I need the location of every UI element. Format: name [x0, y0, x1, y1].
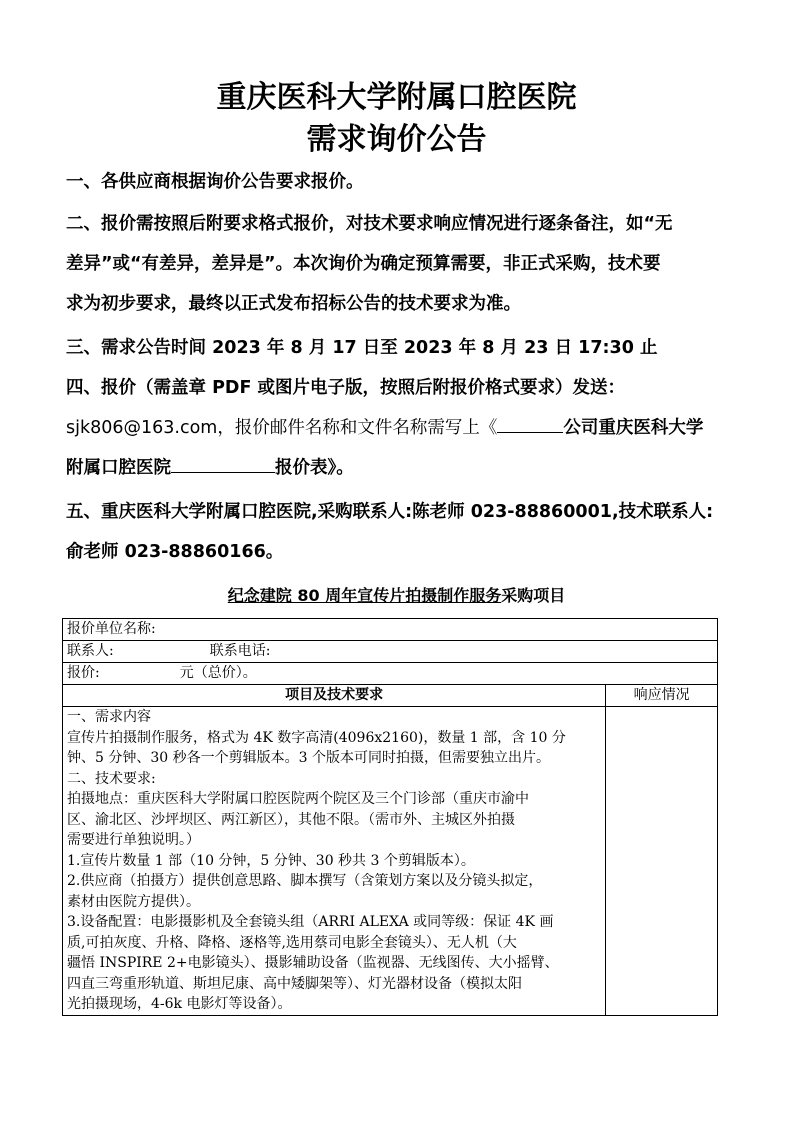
quote-table: [62, 618, 718, 1016]
req-line: 素材由医院方提供）。: [67, 893, 200, 910]
req-line: 1.宣传片数量 1 部（10 分钟，5 分钟、30 秒共 3 个剪辑版本）。: [67, 852, 475, 869]
paragraph-1-text: 一、各供应商根据询价公告要求报价。: [66, 172, 364, 192]
req-line: 2.供应商（拍摄方）提供创意思路、脚本撰写（含策划方案以及分镜头拟定，: [67, 873, 543, 889]
req-line: 宣传片拍摄制作服务，格式为 4K 数字高清(4096x2160)，数量 1 部，含 10 分: [67, 729, 566, 746]
paragraph-3-text: 三、需求公告时间 2023 年 8 月 17 日至 2023 年 8 月 23 日 17:30 止: [66, 338, 658, 358]
header-row: [63, 685, 718, 707]
paragraph-4-line-3-head: 附属口腔医院: [66, 458, 171, 478]
price-cell: [63, 663, 718, 685]
req-line: 四直三弯重形轨道、斯坦尼康、高中矮脚架等）、灯光器材设备（模拟太阳: [67, 975, 522, 992]
paragraph-2-line-3: 求为初步要求，最终以正式发布招标公告的技术要求为准。: [66, 294, 521, 314]
paragraph-2: [66, 204, 728, 324]
req-line: 钟、5 分钟、30 秒各一个剪辑版本。3 个版本可同时拍摄，但需要独立出片。: [67, 750, 550, 766]
price-label: 报价:: [67, 665, 100, 681]
paragraph-5-line-1: 五、重庆医科大学附属口腔医院,采购联系人:陈老师 023-88860001,技术联系人:: [66, 502, 714, 522]
contact-row: [63, 641, 718, 663]
table-caption: [0, 584, 793, 608]
req-line: 光拍摄现场，4-6k 电影灯等设备）。: [67, 996, 292, 1012]
page-title: 重庆医科大学附属口腔医院: [216, 80, 577, 115]
phone-label: 联系电话:: [209, 643, 271, 659]
paragraph-4-line-3-tail: 报价表》。: [275, 458, 354, 478]
req-line: 3.设备配置：电影摄影机及全套镜头组（ARRI ALEXA 或同等级：保证 4K 画: [67, 914, 554, 930]
req-line: 一、需求内容: [67, 709, 151, 725]
page-subtitle: 需求询价公告: [306, 122, 487, 157]
project-blank: [171, 454, 275, 473]
paragraph-2-line-1: 二、报价需按照后附要求格式报价，对技术要求响应情况进行逐条备注，如“无: [66, 214, 673, 234]
price-unit: 元（总价）。: [179, 665, 257, 681]
table-caption-project: 纪念建院 80 周年宣传片拍摄制作服务: [227, 586, 502, 605]
table-caption-suffix: 采购项目: [501, 586, 566, 605]
contact-label: 联系人:: [67, 643, 114, 659]
requirements-row: [63, 707, 718, 1016]
paragraph-2-line-2: 差异”或“有差异，差异是”。本次询价为确定预算需要，非正式采购，技术要: [66, 254, 661, 274]
req-line: 二、技术要求:: [67, 770, 156, 787]
col-response-header: 响应情况: [606, 685, 718, 707]
email-text: sjk806@163.com，报价邮件名称和文件名称需写上《: [66, 418, 498, 438]
requirements-cell: [63, 707, 606, 1016]
unit-label: 报价单位名称:: [63, 619, 718, 641]
paragraph-4-line-2: [66, 408, 728, 448]
req-line: 疆悟 INSPIRE 2+电影镜头）、摄影辅助设备（监视器、无线图传、大小摇臂、: [67, 955, 559, 971]
col-items-header: 项目及技术要求: [63, 685, 606, 707]
price-row: [63, 663, 718, 685]
paragraph-4-line-1: 四、报价（需盖章 PDF 或图片电子版，按照后附报价格式要求）发送：: [66, 378, 625, 398]
paragraph-4: [66, 368, 728, 488]
company-blank: [497, 414, 563, 433]
req-line: 需要进行单独说明。）: [67, 832, 200, 848]
response-cell[interactable]: [606, 707, 718, 1016]
paragraph-4-line-2-tail: 公司重庆医科大学: [563, 418, 704, 438]
paragraph-5: [66, 492, 728, 572]
req-line: 区、渝北区、沙坪坝区、两江新区），其他不限。（需市外、主城区外拍摄: [67, 811, 515, 828]
unit-row: [63, 619, 718, 641]
paragraph-3: [66, 328, 728, 368]
req-line: 拍摄地点：重庆医科大学附属口腔医院两个院区及三个门诊部（重庆市渝中: [67, 791, 529, 807]
paragraph-1: [66, 162, 728, 202]
contact-cell: [63, 641, 718, 663]
paragraph-4-line-3: [66, 448, 728, 488]
req-line: 质,可拍灰度、升格、降格、逐格等,选用蔡司电影全套镜头）、无人机（大: [67, 934, 517, 951]
paragraph-5-line-2: 俞老师 023-88860166。: [66, 542, 284, 562]
